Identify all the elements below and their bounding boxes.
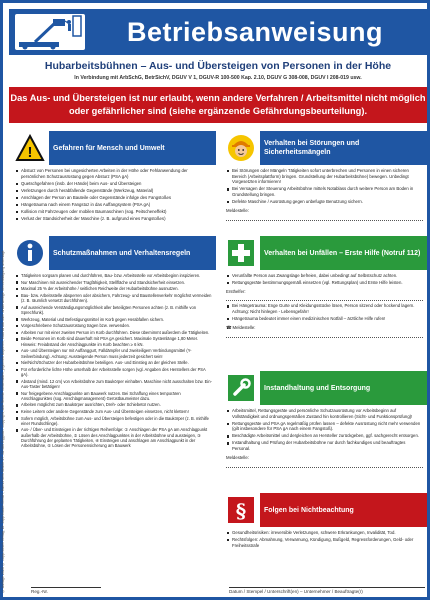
- list-item: Arbeitsmittel, Rettungsgeräte und persönliche Schutzausrüstung vor Arbeitsbeginn auf Vollständigkeit und ordnungsgemäßen Zustand hin kontrollieren (Sicht- und Funktionsprüfung)!: [226, 408, 423, 419]
- panel-stoerungen-body: [222, 165, 427, 221]
- panel-gefahren: [11, 131, 216, 223]
- warning-text: Das Aus- und Übersteigen ist nur erlaubt, wenn andere Verfahren / Arbeitsmittel nicht möglich oder gefährlicher sind (siehe ergänzende Gefährdungsbeurteilung).: [10, 93, 426, 116]
- list-item: Verlust der Standsicherheit der Maschine (z. B. aufgrund eines Fangstoßes): [15, 216, 212, 222]
- list-item: Keine Leitern oder andere Gegenstände zum Aus- und Übersteigen einsetzen, nicht klettern!: [15, 409, 212, 414]
- wrench-icon: [222, 371, 260, 405]
- list-item: Defekte Maschine / Ausrüstung gegen unbefugte Benutzung sichern.: [226, 199, 423, 205]
- list-item: Hängetrauma bedeutet immer einen medizinischen Notfall – ärztliche Hilfe rufen!: [226, 316, 423, 322]
- panel-schutz-body: [11, 270, 216, 449]
- panel-folgen: [222, 493, 427, 550]
- panel-instand-body: [222, 405, 427, 468]
- list-item: Bei Versagen der Steuerung Arbeitsbühne mittels Notablass durch weitere Person am Boden in Grundstellung bringen.: [226, 186, 423, 197]
- header-bar: [9, 9, 427, 55]
- list-item: Anschlagen der Person an Bauteile oder Gegenstände infolge des Fangstoßes: [15, 195, 212, 201]
- phone-icon: ☎: [226, 324, 233, 330]
- list-item: Bau- bzw. Arbeitsstelle absperren oder absichern, Fahrzeug- und Baustellenverkehr möglichst vermeiden (z. B. räumlich versetzt durchführen).: [15, 293, 212, 304]
- list-item: Bei Hängetrauma: Enge Gurte und Kleidungsstücke lösen, Person sitzend oder hockend lagern. Achtung: Nicht hinlegen - Lebensgefahr!: [226, 303, 423, 314]
- document-subtitle: Hubarbeitsbühnen – Aus- und Übersteigen von Personen in der Höhe: [44, 60, 392, 72]
- panel-instand-header: [222, 371, 427, 405]
- list-item: Maximal 25 % der Arbeitshöhe / seitlichen Reichweite der Hubarbeitsbühne ausnutzen.: [15, 286, 212, 291]
- panel-gefahren-title: Gefahren für Mensch und Umwelt: [53, 144, 165, 152]
- panel-folgen-header: [222, 493, 427, 527]
- warning-banner: [9, 87, 427, 123]
- info-circle-icon: [11, 236, 49, 270]
- list-item: Instandhaltung und Prüfung der Hubarbeitsbühne nur durch fachkundiges und beauftragtes Personal.: [226, 440, 423, 451]
- svg-text:!: !: [27, 144, 33, 161]
- list-item: Tätigkeiten sorgsam planen und durchführen, Bau- bzw. Arbeitsstelle vor Arbeitsbeginn inspizieren.: [15, 273, 212, 278]
- panel-unfall-body: [222, 270, 427, 338]
- list-item: Quetschgefahren (insb. der Hände) beim Aus- und Übersteigen: [15, 181, 212, 187]
- list-item: Rechtsfolgen: Abmahnung, Verwarnung, Kündigung, Bußgeld, Regressforderungen, Geld- oder Freiheitsstrafe: [226, 537, 423, 548]
- list-item: Beide Personen im Korb sind dauerhaft mit PSA gA gesichert. Maximale Systemlänge 1,80 Meter. Hinweis: Freiabstand der Anschlagpunkte im Korb beachten ≥ 6 kN.: [15, 336, 212, 347]
- list-item: Aus- / Über- und Einsteigen in der richtigen Reihenfolge: ① Anschlagen der PSA gA am Anschlagpunkt außerhalb der Arbeitsbühne, ② Lösen des Anschlagpunktes in der Arbeitsbühne und aussteigen, ③ Durchführung der geplanten Tätigkeiten, ④ Einsteigen und anschlagen am Anschlagpunkt in der Arbeitsbühne, ⑤ Lösen der Personensicherung am Bauwerk: [15, 427, 212, 448]
- meldestelle-label: [226, 325, 423, 331]
- ersthelfer-label: Ersthelfer:: [226, 288, 246, 294]
- panel-folgen-title: Folgen bei Nichtbeachtung: [264, 506, 354, 514]
- panel-gefahren-header: [11, 131, 216, 165]
- list-item: Sofern möglich, Arbeitsbühne zum Aus- und Übersteigen befestigen oder in die Baukörper (z. B. mithilfe einer Rundschlinge).: [15, 416, 212, 427]
- meldestelle-text: Meldestelle:: [232, 324, 256, 330]
- paragraph-icon: [222, 493, 260, 527]
- panel-stoerungen-title: Verhalten bei Störungen und Sicherheitsmängeln: [264, 140, 360, 156]
- footer: [9, 578, 427, 596]
- page-title: Betriebsanweisung: [126, 17, 384, 47]
- list-item: Für erforderliche lichte Höhe unterhalb der Arbeitsstelle sorgen (vgl. Angaben des Herstellers der PSA gA).: [15, 367, 212, 378]
- list-item: Arbeiten nur mit einer zweiten Person im Korb durchführen. Diese übernimmt außerdem die Tätigkeiten.: [15, 330, 212, 335]
- meldestelle-label: Meldestelle:: [226, 207, 249, 213]
- list-item: Aus- und Übersteigen nur mit Auffanggurt, Falldämpfer und zweiteiligem Verbindungsmittel (Y-Seilverbindung). Achtung: Aussteigende Person muss jederzeit gesichert sein!: [15, 348, 212, 359]
- list-item: Absturz von Personen bei ungesicherten Arbeiten in der Höhe oder Fehlanwendung der persönlichen Schutzausrüstung gegen Absturz (PSA gA): [15, 168, 212, 179]
- list-item: Nur Maschinen mit ausreichender Tragfähigkeit, Stellfläche und Standsicherheit einsetzen.: [15, 280, 212, 285]
- copyright-text: © Auflage 2020 © Jupp-Vosch Verlag, Dr. Jupp Busch GmbH, Hans-Hohs Straße 27, 82 666 Eggolsh. Copyright, Alle Rechte vorbehalten, jegliches Kopieren, Nachdruck oder anderweitige Vervielfältigung untersagt.: [1, 249, 5, 593]
- aerial-platform-icon: [15, 14, 85, 50]
- list-item: Rettungsgeräte und PSA gA regelmäßig prüfen lassen – defekte Ausrüstung nicht mehr verwenden (gilt insbesondere für PSA gA nach einem Fangstoß).: [226, 421, 423, 432]
- list-item: Verunfallte Person aus Zwangslage befreien, dabei unbedingt auf Selbstschutz achten.: [226, 273, 423, 279]
- meldestelle-field[interactable]: [226, 215, 423, 221]
- warning-triangle-icon: [11, 131, 49, 165]
- list-item: Hängetrauma nach einem Fangstoz in das Auffangsystem (PSA gA): [15, 202, 212, 208]
- list-item: Werkzeug, Material und Befestigungsmittel im Korb gegen Herabfallen sichern.: [15, 317, 212, 322]
- panel-unfall: [222, 236, 427, 340]
- legal-reference: In Verbindung mit ArbSchG, BetrSichV, DGUV V 1, DGUV-R 100-500 Kap. 2.10, DGUV G 308-008, DGUV I 208-019 usw.: [74, 75, 362, 81]
- meldestelle-field[interactable]: [226, 332, 423, 338]
- list-item: Nie/Nicht/Schutzer der Hubarbeitsbühne beteiligen. Aus- und Einstieg an der gleichen Stelle.: [15, 360, 212, 365]
- panel-stoerungen: [222, 131, 427, 223]
- copyright-sideline: [1, 133, 11, 593]
- list-item: Bei Störungen oder Mängeln Tätigkeiten sofort unterbrechen und Personen in einen sicheren Bereich (Arbeitsplattform) bringen. Grundstellung der Hubarbeitsbühne) bewegen. Unbedingt Vorgesetzten informieren!: [226, 168, 423, 185]
- panel-folgen-body: [222, 527, 427, 548]
- worker-icon: [222, 131, 260, 165]
- meldestelle-label: Meldestelle:: [226, 454, 249, 460]
- list-item: Gesundheitsrisiken: irreversible Verletzungen, schwere Erkrankungen, Invalidität, Tod.: [226, 530, 423, 536]
- list-item: Abstand (mind. 12 cm) von Arbeitsbühne zum Baukörper einhalten. Maschine nicht ausschalten bzw. Ein-Aus-Taster betätigen!: [15, 379, 212, 390]
- list-item: Arbeiten möglichst zum Baukörper ausrichten, Dreh- oder Schiebetür nutzen.: [15, 402, 212, 407]
- panel-gefahren-body: [11, 165, 216, 221]
- panel-schutz-title: Schutzmaßnahmen und Verhaltensregeln: [53, 249, 191, 257]
- meldestelle-field[interactable]: [226, 462, 423, 468]
- panel-schutz: [11, 236, 216, 450]
- first-aid-cross-icon: [222, 236, 260, 270]
- panel-instand: [222, 371, 427, 470]
- list-item: Vorgeschriebene Schutzausrüstung tragen bzw. verwenden.: [15, 323, 212, 328]
- signature-field[interactable]: Datum / Stempel / Unterschrift(en) – Unternehmer / Beauftragte(r): [229, 587, 425, 594]
- panel-stoerungen-header: [222, 131, 427, 165]
- list-item: Rettungsgeräte bestimmungsgemäß einsetzen (vgl. Rettungsplan) und Erste Hilfe leisten.: [226, 280, 423, 286]
- list-item: Verletzungen durch herabfallende Gegenstände (Werkzeug, Material): [15, 188, 212, 194]
- panel-unfall-header: [222, 236, 427, 270]
- panel-schutz-header: [11, 236, 216, 270]
- panel-unfall-title: Verhalten bei Unfällen – Erste Hilfe (Notruf 112): [264, 249, 421, 257]
- list-item: Nur freigegebene Anschlagpunkte am Bauwerk nutzen. Bei Schaffung eines temporären Anschlagpunktes (sog. Anschlagmanagement) Gerüstbaumeister dazu.: [15, 391, 212, 402]
- panel-instand-title: Instandhaltung und Entsorgung: [264, 384, 371, 392]
- svg-text:§: §: [235, 499, 247, 523]
- list-item: Kollision mit Fahrzeugen oder mobilen Baumaschinen (sog. Peitscheneffekt): [15, 209, 212, 215]
- ersthelfer-field[interactable]: [226, 295, 423, 301]
- list-item: Beschädigte Arbeitsmittel und dergleichen an Hersteller zurückgeben, ggf. sachgerecht entsorgen.: [226, 433, 423, 439]
- reg-nr-field[interactable]: Reg.-Nr.: [31, 587, 101, 594]
- list-item: Auf ausreichende Verständigungsmöglichkeit aller beteiligten Personen achten (z. B. mithilfe von Sprechfunk).: [15, 305, 212, 316]
